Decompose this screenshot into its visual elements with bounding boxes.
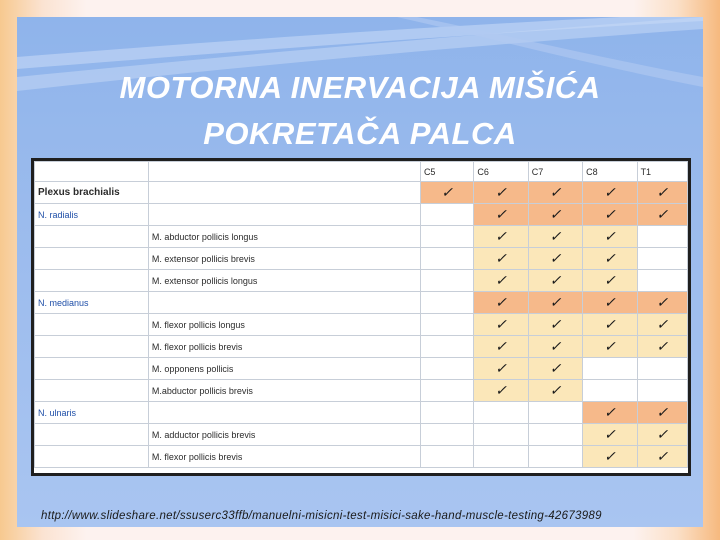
segment-cell-empty (637, 270, 687, 292)
title-line-1: MOTORNA INERVACIJA MIŠIĆA (119, 70, 601, 105)
muscle-cell-empty (148, 182, 420, 204)
check-mark-icon: ✓ (583, 226, 637, 248)
muscle-name: M. flexor pollicis brevis (148, 336, 420, 358)
segment-cell-empty (420, 248, 473, 270)
nerve-cell-empty (35, 314, 149, 336)
table-row (35, 292, 688, 314)
segment-cell-empty (474, 424, 528, 446)
muscle-name: M. adductor pollicis brevis (148, 424, 420, 446)
check-mark-icon: ✓ (583, 248, 637, 270)
innervation-table (34, 161, 688, 468)
segment-cell-empty (420, 226, 473, 248)
table-row (35, 402, 688, 424)
nerve-name: Plexus brachialis (35, 182, 149, 204)
table-row (35, 424, 688, 446)
check-mark-icon: ✓ (583, 446, 637, 468)
check-mark-icon: ✓ (528, 182, 582, 204)
segment-cell-empty (420, 446, 473, 468)
slide (17, 17, 703, 527)
segment-cell-empty (420, 336, 473, 358)
muscle-name: M. abductor pollicis longus (148, 226, 420, 248)
check-mark-icon: ✓ (528, 226, 582, 248)
muscle-name: M.abductor pollicis brevis (148, 380, 420, 402)
segment-cell-empty (528, 424, 582, 446)
nerve-cell-empty (35, 358, 149, 380)
nerve-name: N. radialis (35, 204, 149, 226)
nerve-cell-empty (35, 270, 149, 292)
segment-cell-empty (420, 204, 473, 226)
check-mark-icon: ✓ (474, 182, 528, 204)
segment-cell-empty (637, 380, 687, 402)
segment-cell-empty (583, 380, 637, 402)
nerve-name: N. medianus (35, 292, 149, 314)
check-mark-icon: ✓ (637, 182, 687, 204)
segment-cell-empty (420, 270, 473, 292)
slide-title (17, 65, 703, 157)
muscle-name: M. opponens pollicis (148, 358, 420, 380)
check-mark-icon: ✓ (420, 182, 473, 204)
header-segment-t1: T1 (637, 162, 687, 182)
nerve-cell-empty (35, 380, 149, 402)
table-row (35, 182, 688, 204)
segment-cell-empty (420, 380, 473, 402)
muscle-cell-empty (148, 204, 420, 226)
table-row (35, 248, 688, 270)
table-row (35, 336, 688, 358)
check-mark-icon: ✓ (583, 314, 637, 336)
nerve-name: N. ulnaris (35, 402, 149, 424)
segment-cell-empty (637, 248, 687, 270)
check-mark-icon: ✓ (637, 314, 687, 336)
table-header-row (35, 162, 688, 182)
check-mark-icon: ✓ (474, 380, 528, 402)
check-mark-icon: ✓ (474, 204, 528, 226)
check-mark-icon: ✓ (528, 358, 582, 380)
check-mark-icon: ✓ (637, 204, 687, 226)
table-row (35, 226, 688, 248)
check-mark-icon: ✓ (474, 226, 528, 248)
check-mark-icon: ✓ (528, 204, 582, 226)
check-mark-icon: ✓ (528, 314, 582, 336)
check-mark-icon: ✓ (474, 292, 528, 314)
table-row (35, 380, 688, 402)
segment-cell-empty (420, 424, 473, 446)
nerve-cell-empty (35, 446, 149, 468)
check-mark-icon: ✓ (474, 248, 528, 270)
header-segment-c6: C6 (474, 162, 528, 182)
check-mark-icon: ✓ (528, 270, 582, 292)
table-row (35, 314, 688, 336)
table-row (35, 358, 688, 380)
check-mark-icon: ✓ (528, 336, 582, 358)
muscle-name: M. extensor pollicis longus (148, 270, 420, 292)
table-row (35, 204, 688, 226)
check-mark-icon: ✓ (474, 270, 528, 292)
muscle-name: M. extensor pollicis brevis (148, 248, 420, 270)
check-mark-icon: ✓ (583, 336, 637, 358)
segment-cell-empty (528, 402, 582, 424)
check-mark-icon: ✓ (637, 446, 687, 468)
segment-cell-empty (420, 314, 473, 336)
header-segment-c7: C7 (528, 162, 582, 182)
segment-cell-empty (420, 292, 473, 314)
nerve-cell-empty (35, 248, 149, 270)
header-muscle-cell (148, 162, 420, 182)
title-line-2: POKRETAČA PALCA (203, 116, 517, 151)
segment-cell-empty (474, 446, 528, 468)
table-row (35, 446, 688, 468)
muscle-cell-empty (148, 402, 420, 424)
check-mark-icon: ✓ (583, 424, 637, 446)
segment-cell-empty (420, 402, 473, 424)
check-mark-icon: ✓ (528, 248, 582, 270)
segment-cell-empty (637, 358, 687, 380)
segment-cell-empty (474, 402, 528, 424)
table-row (35, 270, 688, 292)
check-mark-icon: ✓ (528, 292, 582, 314)
muscle-name: M. flexor pollicis brevis (148, 446, 420, 468)
check-mark-icon: ✓ (583, 182, 637, 204)
segment-cell-empty (637, 226, 687, 248)
innervation-table-frame (31, 158, 691, 476)
check-mark-icon: ✓ (637, 336, 687, 358)
check-mark-icon: ✓ (637, 292, 687, 314)
segment-cell-empty (583, 358, 637, 380)
check-mark-icon: ✓ (474, 336, 528, 358)
check-mark-icon: ✓ (583, 402, 637, 424)
check-mark-icon: ✓ (583, 204, 637, 226)
check-mark-icon: ✓ (528, 380, 582, 402)
source-url: http://www.slideshare.net/ssuserc33ffb/manuelni-misicni-test-misici-sake-hand-muscle-testing-42673989 (41, 510, 602, 522)
nerve-cell-empty (35, 336, 149, 358)
check-mark-icon: ✓ (474, 358, 528, 380)
segment-cell-empty (420, 358, 473, 380)
nerve-cell-empty (35, 424, 149, 446)
check-mark-icon: ✓ (637, 424, 687, 446)
check-mark-icon: ✓ (474, 314, 528, 336)
header-segment-c8: C8 (583, 162, 637, 182)
segment-cell-empty (528, 446, 582, 468)
check-mark-icon: ✓ (583, 292, 637, 314)
nerve-cell-empty (35, 226, 149, 248)
muscle-name: M. flexor pollicis longus (148, 314, 420, 336)
header-segment-c5: C5 (420, 162, 473, 182)
check-mark-icon: ✓ (637, 402, 687, 424)
header-nerve-cell (35, 162, 149, 182)
check-mark-icon: ✓ (583, 270, 637, 292)
muscle-cell-empty (148, 292, 420, 314)
